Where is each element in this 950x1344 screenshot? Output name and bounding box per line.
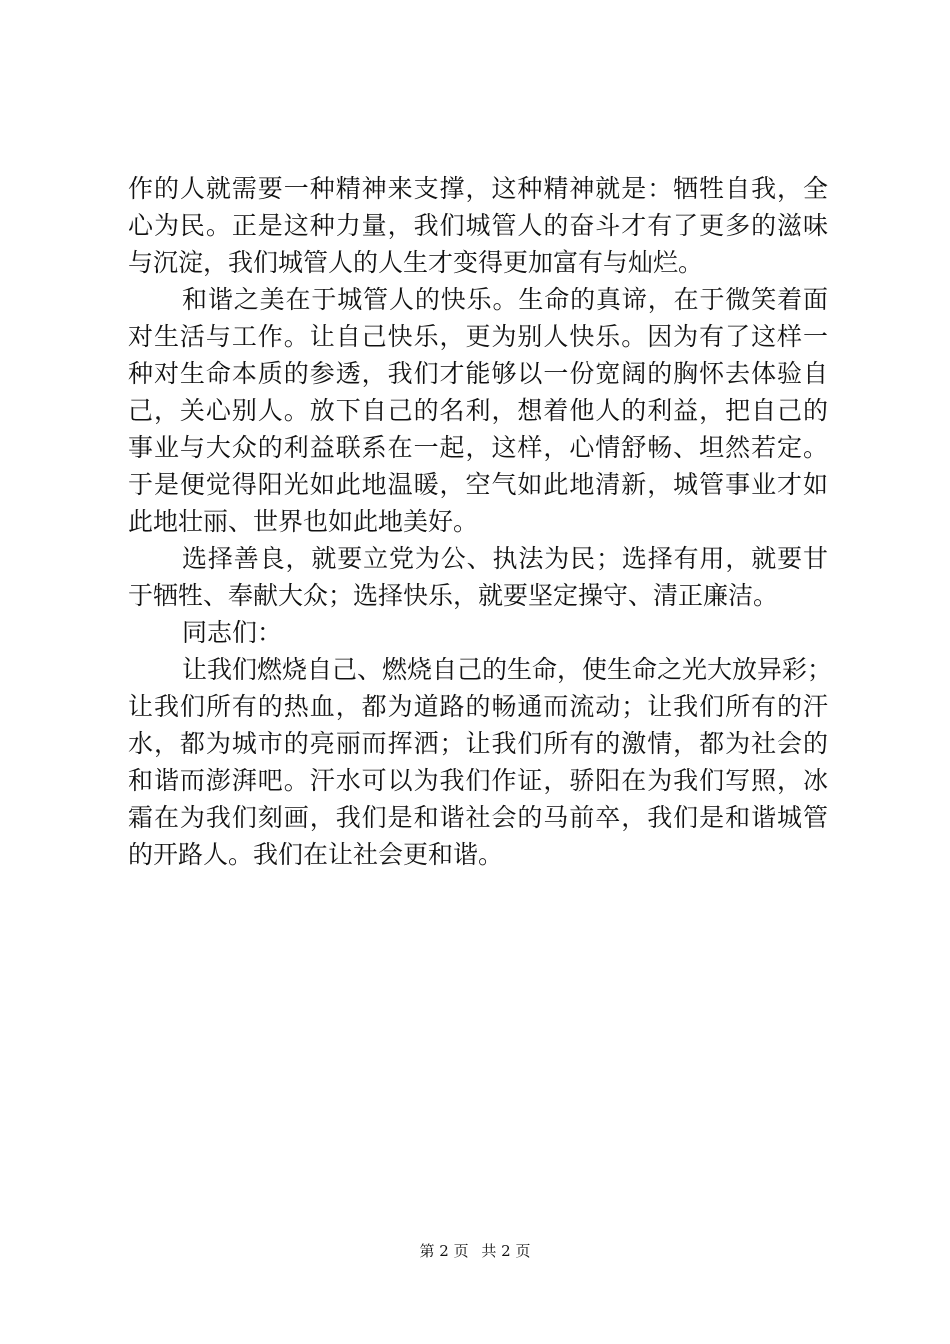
salutation-line: 同志们： (182, 618, 283, 647)
paragraph (128, 170, 828, 281)
text-line: 和谐而澎湃吧。汗水可以为我们作证，骄阳在为我们写照，冰 (128, 766, 828, 795)
text-line: 的开路人。我们在让社会更和谐。 (128, 840, 504, 869)
text-line: 让我们所有的热血，都为道路的畅通而流动；让我们所有的汗 (128, 692, 828, 721)
text-line: 此地壮丽、世界也如此地美好。 (128, 507, 479, 536)
page-number: 第 2 页 (419, 1242, 469, 1260)
text-line: 让我们燃烧自己、燃烧自己的生命，使生命之光大放异彩； (182, 655, 833, 684)
paragraph (128, 614, 828, 651)
text-line: 事业与大众的利益联系在一起，这样，心情舒畅、坦然若定。 (128, 433, 828, 462)
text-line: 于牺牲、奉献大众；选择快乐，就要坚定操守、清正廉洁。 (128, 581, 779, 610)
text-line: 霜在为我们刻画，我们是和谐社会的马前卒，我们是和谐城管 (128, 803, 828, 832)
page-footer (0, 1240, 950, 1261)
text-line: 种对生命本质的参透，我们才能够以一份宽阔的胸怀去体验自 (128, 359, 828, 388)
paragraph (128, 281, 828, 540)
document-body (128, 170, 833, 873)
text-line: 选择善良，就要立党为公、执法为民；选择有用，就要甘 (182, 544, 828, 573)
paragraph (128, 540, 828, 614)
text-line: 己，关心别人。放下自己的名利，想着他人的利益，把自己的 (128, 396, 828, 425)
text-line: 与沉淀，我们城管人的人生才变得更加富有与灿烂。 (128, 248, 704, 277)
text-line: 作的人就需要一种精神来支撑，这种精神就是：牺牲自我，全 (128, 174, 828, 203)
text-line: 对生活与工作。让自己快乐，更为别人快乐。因为有了这样一 (128, 322, 828, 351)
paragraph (128, 651, 833, 873)
page-total: 共 2 页 (481, 1242, 531, 1260)
text-line: 于是便觉得阳光如此地温暖，空气如此地清新，城管事业才如 (128, 470, 828, 499)
text-line: 心为民。正是这种力量，我们城管人的奋斗才有了更多的滋味 (128, 211, 828, 240)
text-line: 和谐之美在于城管人的快乐。生命的真谛，在于微笑着面 (182, 285, 828, 314)
text-line: 水，都为城市的亮丽而挥洒；让我们所有的激情，都为社会的 (128, 729, 828, 758)
